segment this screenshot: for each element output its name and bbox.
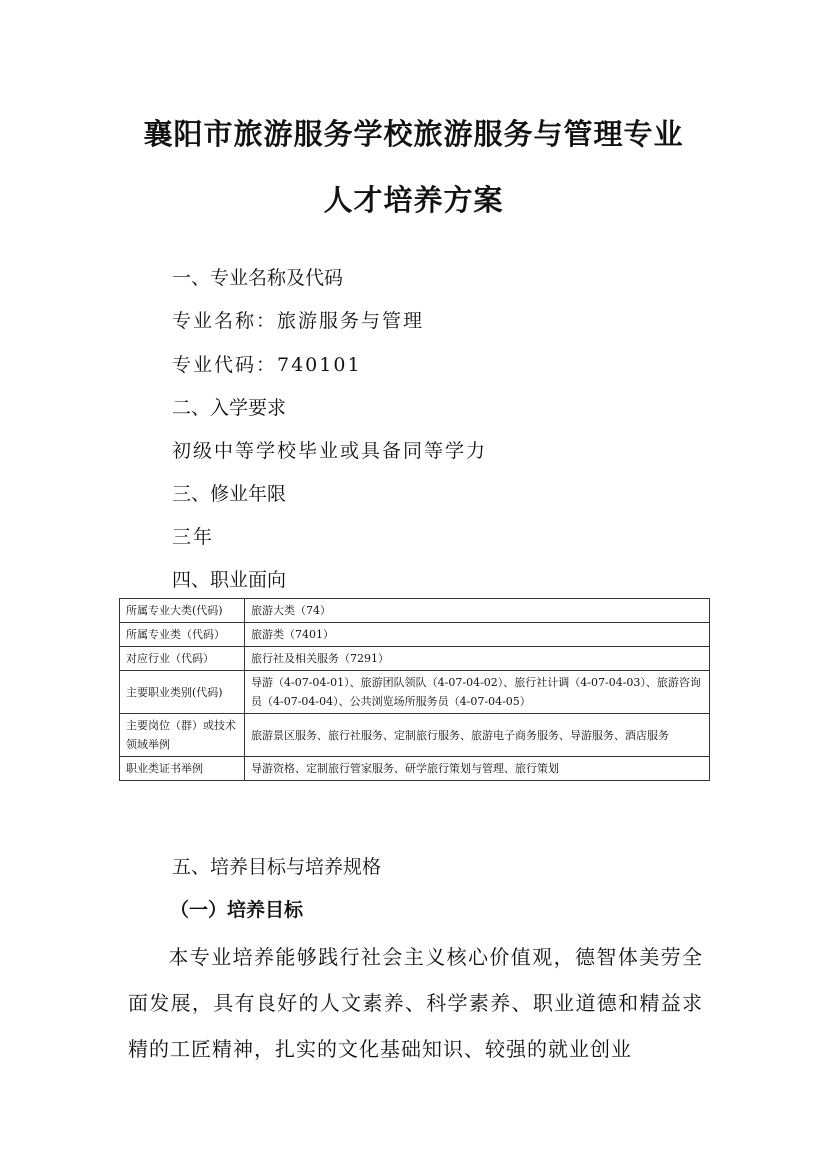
table-row	[120, 599, 710, 623]
section-4-heading: 四、职业面向	[172, 569, 287, 591]
section-5-heading: 五、培养目标与培养规格	[172, 856, 382, 878]
major-name-line: 专业名称：旅游服务与管理	[172, 310, 425, 332]
section-1-heading: 一、专业名称及代码	[172, 267, 344, 289]
section-3-heading: 三、修业年限	[172, 483, 287, 505]
career-orientation-table	[119, 598, 710, 781]
table-row	[120, 714, 710, 757]
training-goal-paragraph	[128, 934, 703, 1072]
table-value-cell: 旅游景区服务、旅行社服务、定制旅行服务、旅游电子商务服务、导游服务、酒店服务	[245, 714, 710, 757]
training-goal-text: 本专业培养能够践行社会主义核心价值观，德智体美劳全面发展，具有良好的人文素养、科学素养、职业道德和精益求精的工匠精神，扎实的文化基础知识、较强的就业创业	[128, 945, 703, 1061]
table-value-cell: 旅行社及相关服务（7291）	[245, 647, 710, 671]
table-label-cell: 主要职业类别(代码)	[120, 671, 245, 714]
admission-text: 初级中等学校毕业或具备同等学力	[172, 440, 488, 462]
document-title-line-1: 襄阳市旅游服务学校旅游服务与管理专业	[143, 117, 684, 151]
table-value-cell: 导游资格、定制旅行管家服务、研学旅行策划与管理、旅行策划	[245, 757, 710, 781]
table-row	[120, 623, 710, 647]
training-goal-subheading: （一）培养目标	[170, 899, 304, 921]
table-label-cell: 所属专业类（代码）	[120, 623, 245, 647]
table-value-cell: 旅游大类（74）	[245, 599, 710, 623]
table-label-cell: 主要岗位（群）或技术领域举例	[120, 714, 245, 757]
duration-text: 三年	[172, 526, 215, 548]
table-value-cell: 导游（4-07-04-01）、旅游团队领队（4-07-04-02）、旅行社计调（4-07-04-03）、旅游咨询员（4-07-04-04）、公共浏览场所服务员（4-07-04-05）	[245, 671, 710, 714]
table-label-cell: 对应行业（代码）	[120, 647, 245, 671]
major-code-line: 专业代码：740101	[172, 354, 362, 376]
table-row	[120, 757, 710, 781]
table-value-cell: 旅游类（7401）	[245, 623, 710, 647]
table-label-cell: 职业类证书举例	[120, 757, 245, 781]
document-title-line-2: 人才培养方案	[323, 183, 504, 217]
table-row	[120, 671, 710, 714]
table-row	[120, 647, 710, 671]
section-2-heading: 二、入学要求	[172, 397, 287, 419]
table-label-cell: 所属专业大类(代码)	[120, 599, 245, 623]
